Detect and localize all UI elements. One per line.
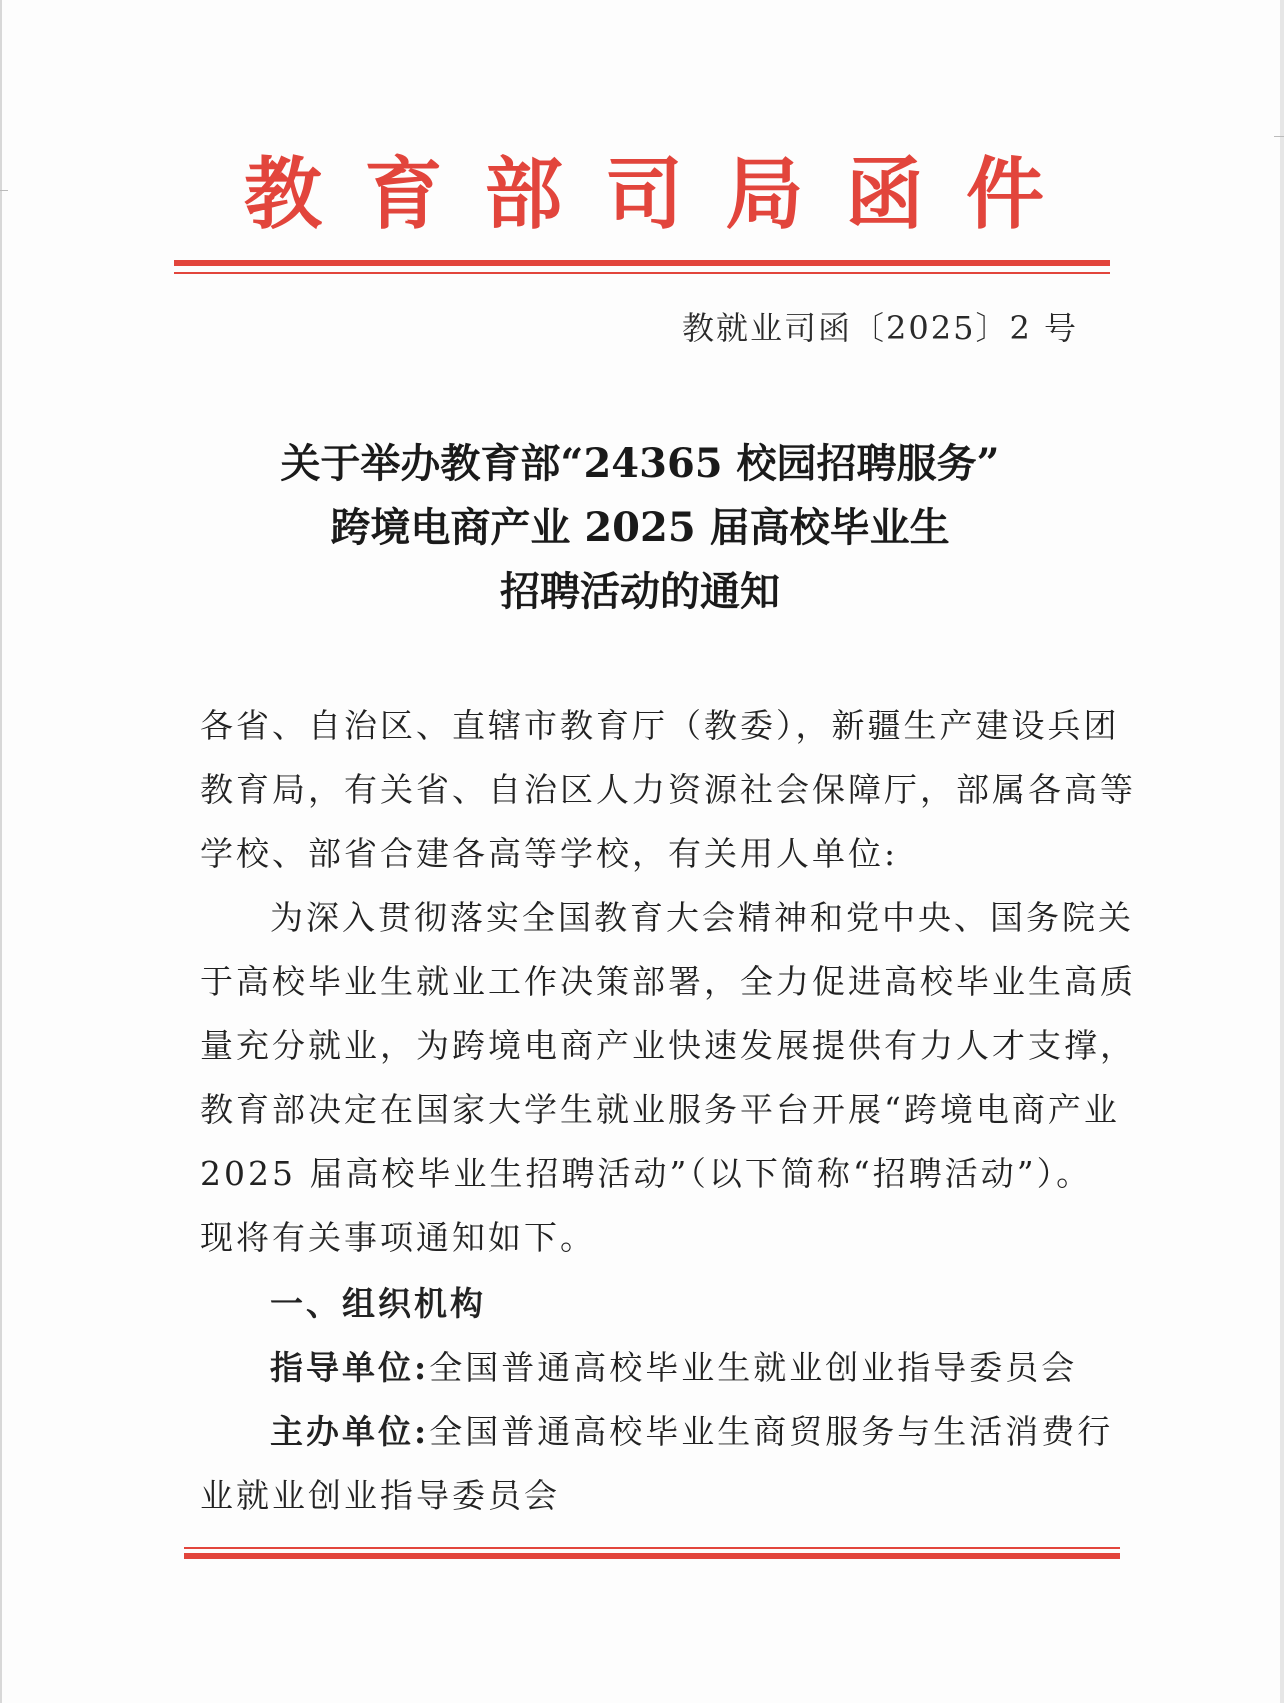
paragraph-line: 于高校毕业生就业工作决策部署，全力促进高校毕业生高质 [200,962,1136,1001]
letterhead-char: 局 [725,150,804,240]
host-unit-continuation: 业就业创业指导委员会 [200,1476,560,1515]
letterhead-char: 教 [244,150,323,240]
footer-rule-thick [184,1553,1120,1559]
scan-edge-right [1280,0,1284,1703]
section-heading: 一、组织机构 [270,1284,486,1323]
letterhead-char: 育 [364,150,443,240]
paragraph-line: 2025 届高校毕业生招聘活动”（以下简称“招聘活动”）。 [200,1154,1093,1193]
scan-edge-left [0,0,2,1703]
letterhead-char: 部 [484,150,563,240]
section-organization [200,1272,1114,1528]
paragraph-line: 量充分就业，为跨境电商产业快速发展提供有力人才支撑， [200,1026,1136,1065]
title-line: 跨境电商产业 2025 届高校毕业生 [330,504,950,551]
host-unit-value: 全国普通高校毕业生商贸服务与生活消费行 [429,1412,1114,1451]
addressee-line: 教育局，有关省、自治区人力资源社会保障厅，部属各高等 [200,770,1136,809]
guide-unit-line [200,1336,1090,1400]
letterhead-char: 司 [604,150,683,240]
title-line: 关于举办教育部“24365 校园招聘服务” [280,440,1000,487]
document-number: 教就业司函〔2025〕2 号 [682,309,1078,347]
letterhead-title [244,150,1044,240]
letterhead-rule-thin [174,272,1110,274]
document-title [150,432,1130,624]
scan-mark [1274,136,1284,137]
guide-unit-label: 指导单位: [270,1348,430,1387]
paragraph-intro [200,886,1136,1270]
title-line: 招聘活动的通知 [500,568,780,615]
footer-rule-thin [184,1547,1120,1549]
paragraph-line: 现将有关事项通知如下。 [200,1218,596,1257]
guide-unit-value: 全国普通高校毕业生就业创业指导委员会 [429,1348,1078,1387]
addressee-block [200,694,1136,886]
host-unit-label: 主办单位: [270,1412,430,1451]
letterhead-rule-thick [174,260,1110,266]
addressee-line: 学校、部省合建各高等学校，有关用人单位: [200,834,899,873]
paragraph-line: 为深入贯彻落实全国教育大会精神和党中央、国务院关 [270,898,1134,937]
letterhead-char: 函 [845,150,924,240]
letterhead-char: 件 [965,150,1044,240]
addressee-line: 各省、自治区、直辖市教育厅（教委），新疆生产建设兵团 [200,706,1120,745]
scan-mark [0,190,8,191]
paragraph-line: 教育部决定在国家大学生就业服务平台开展“跨境电商产业 [200,1090,1120,1129]
host-unit-line [200,1400,1114,1464]
